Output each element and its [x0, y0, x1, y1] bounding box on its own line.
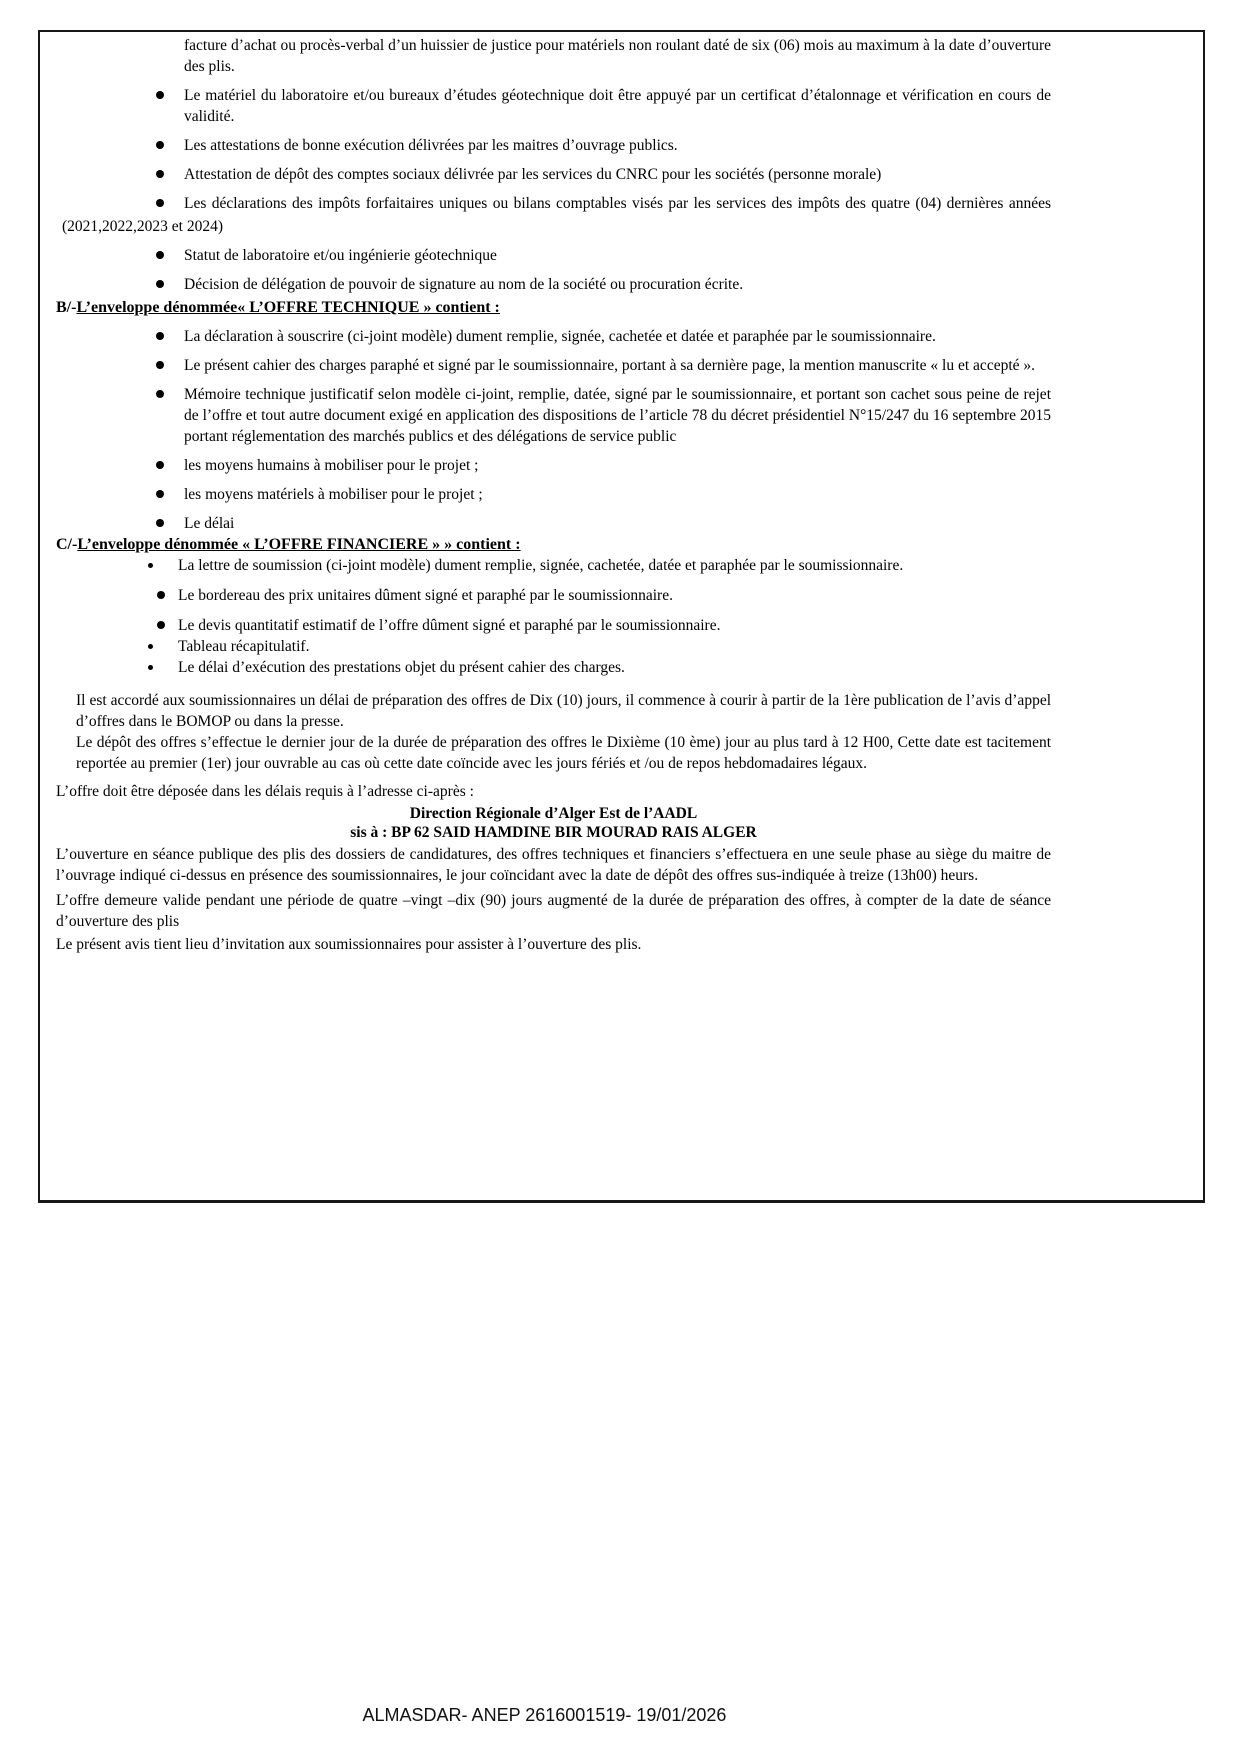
list-item-text: La déclaration à souscrire (ci-joint modèle) dument remplie, signée, cachetée et datée et paraphée par le soumissionnaire. — [184, 328, 936, 345]
section-c-heading — [56, 534, 1051, 555]
section-b-title: L’enveloppe dénommée« L’OFFRE TECHNIQUE » contient : — [76, 299, 500, 316]
list-item — [56, 484, 1051, 505]
list-item-text: Le présent cahier des charges paraphé et signé par le soumissionnaire, portant à sa dernière page, la mention manuscrite « lu et accepté ». — [184, 357, 1036, 374]
list-item — [56, 513, 1051, 534]
list-item-text: les moyens humains à mobiliser pour le projet ; — [184, 457, 479, 474]
list-item — [56, 85, 1051, 127]
bullet-icon — [156, 170, 164, 178]
bullet-icon — [157, 621, 165, 629]
bullet-icon — [156, 251, 164, 259]
list-item — [56, 193, 1051, 214]
list-item — [56, 355, 1051, 376]
bullet-icon — [156, 199, 164, 207]
list-item — [56, 585, 1051, 606]
paragraph-validite: L’offre demeure valide pendant une période de quatre –vingt –dix (90) jours augmenté de la durée de préparation des offres, à compter de la date de séance d’ouverture des plis — [56, 892, 1051, 930]
bullet-icon — [156, 280, 164, 288]
list-item-text: Le bordereau des prix unitaires dûment signé et paraphé par le soumissionnaire. — [178, 587, 673, 604]
list-item-text: Les attestations de bonne exécution délivrées par les maitres d’ouvrage publics. — [184, 137, 678, 154]
address-line-2: sis à : BP 62 SAID HAMDINE BIR MOURAD RAIS ALGER — [350, 824, 757, 841]
list-item — [56, 384, 1051, 447]
paragraph-adresse-intro: L’offre doit être déposée dans les délais requis à l’adresse ci-après : — [56, 783, 474, 800]
years-continuation-line: (2021,2022,2023 et 2024) — [62, 218, 224, 235]
intro-continuation-paragraph: facture d’achat ou procès-verbal d’un huissier de justice pour matériels non roulant daté de six (06) mois au maximum à la date d’ouverture des plis. — [184, 37, 1051, 75]
list-item — [56, 615, 1051, 636]
bullet-icon — [156, 390, 164, 398]
list-item — [56, 455, 1051, 476]
paragraph-invitation: Le présent avis tient lieu d’invitation aux soumissionnaires pour assister à l’ouverture des plis. — [56, 936, 642, 953]
list-item-text: Le matériel du laboratoire et/ou bureaux d’études géotechnique doit être appuyé par un certificat d’étalonnage et vérification en cours de validité. — [184, 87, 1051, 125]
list-item-text: Le délai d’exécution des prestations objet du présent cahier des charges. — [178, 659, 625, 676]
section-c-bullet-list — [56, 555, 1051, 678]
list-item — [56, 555, 1051, 576]
list-item — [56, 245, 1051, 266]
bullet-icon — [156, 519, 164, 527]
footer-publication-line: ALMASDAR- ANEP 2616001519- 19/01/2026 — [362, 1705, 727, 1725]
bullet-icon — [156, 91, 164, 99]
document-border-frame — [38, 30, 1205, 1203]
list-item-text: Mémoire technique justificatif selon modèle ci-joint, remplie, datée, signé par le soumissionnaire, et portant son cachet sous peine de rejet de l’offre et tout autre document exigé en application des dispositions de l’article 78 du décret présidentiel N°15/247 du 16 septembre 2015 portant réglementation des marchés publics et des délégations de service public — [184, 386, 1051, 445]
bullet-icon — [148, 665, 153, 670]
list-item-text: Les déclarations des impôts forfaitaires uniques ou bilans comptables visés par les services des impôts des quatre (04) dernières années — [184, 195, 1051, 212]
list-item-text: La lettre de soumission (ci-joint modèle) dument remplie, signée, cachetée, datée et paraphée par le soumissionnaire. — [178, 557, 904, 574]
list-item-text: Attestation de dépôt des comptes sociaux délivrée par les services du CNRC pour les sociétés (personne morale) — [184, 166, 882, 183]
bullet-icon — [156, 332, 164, 340]
list-item — [56, 274, 1051, 295]
bullet-icon — [156, 461, 164, 469]
bullet-icon — [148, 644, 153, 649]
list-item-text: Statut de laboratoire et/ou ingénierie géotechnique — [184, 247, 497, 264]
list-item-text: Tableau récapitulatif. — [178, 638, 310, 655]
paragraph-depot-offres: Le dépôt des offres s’effectue le dernier jour de la durée de préparation des offres le Dixième (10 ème) jour au plus tard à 12 H00, Cette date est tacitement reportée au premier (1er) jour ouvrable au cas où cette date coïncide avec les jours fériés et /ou de repos hebdomadaires légaux. — [76, 734, 1051, 772]
list-item — [56, 326, 1051, 347]
list-item — [56, 164, 1051, 185]
section-c-prefix: C/- — [56, 536, 78, 553]
paragraph-delai-preparation: Il est accordé aux soumissionnaires un délai de préparation des offres de Dix (10) jours, il commence à courir à partir de la 1ère publication de l’avis d’appel d’offres dans le BOMOP ou dans la presse. — [76, 692, 1051, 730]
bullet-icon — [156, 490, 164, 498]
bullet-icon — [157, 591, 165, 599]
list-item — [56, 657, 1051, 678]
section-a-bullet-list-tail — [56, 245, 1051, 295]
section-c-title: L’enveloppe dénommée « L’OFFRE FINANCIERE » » contient : — [77, 536, 521, 553]
bullet-icon — [148, 563, 153, 568]
paragraph-ouverture: L’ouverture en séance publique des plis des dossiers de candidatures, des offres techniques et financiers s’effectuera en une seule phase au siège du maitre de l’ouvrage indiqué ci-dessus en présence des soumissionnaires, le jour coïncidant avec la date de dépôt des offres sus-indiquée à treize (13h00) heurs. — [56, 846, 1051, 884]
list-item — [56, 135, 1051, 156]
list-item — [56, 636, 1051, 657]
list-item-text: les moyens matériels à mobiliser pour le projet ; — [184, 486, 483, 503]
list-item-text: Le délai — [184, 515, 235, 532]
section-b-heading — [56, 297, 1051, 318]
bullet-icon — [156, 141, 164, 149]
section-b-prefix: B/- — [56, 299, 77, 316]
section-b-bullet-list — [56, 326, 1051, 534]
list-item-text: Décision de délégation de pouvoir de signature au nom de la société ou procuration écrite. — [184, 276, 744, 293]
list-item-text: Le devis quantitatif estimatif de l’offre dûment signé et paraphé par le soumissionnaire. — [178, 617, 721, 634]
section-a-bullet-list — [56, 85, 1051, 214]
bullet-icon — [156, 361, 164, 369]
address-line-1: Direction Régionale d’Alger Est de l’AADL — [409, 805, 698, 822]
